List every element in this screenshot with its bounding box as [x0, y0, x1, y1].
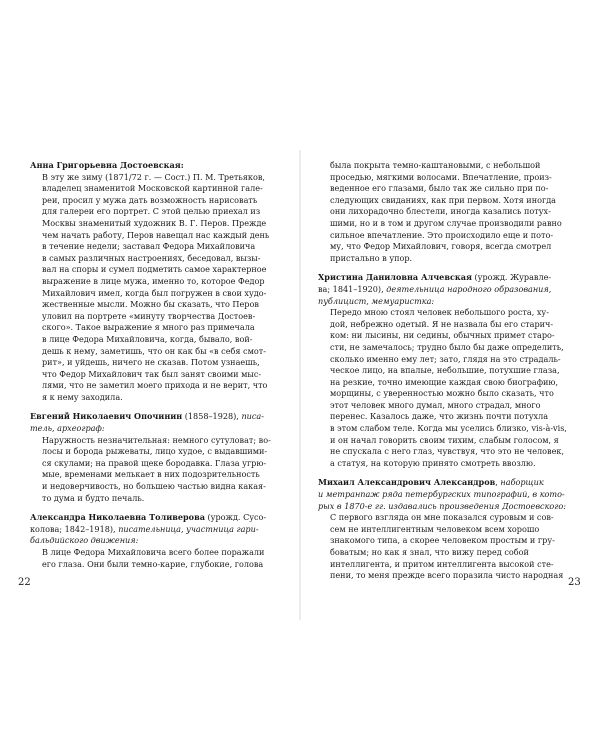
- right-page-text: [318, 160, 584, 582]
- text-line: дешь к нему, заметишь, что он как бы «в себя смот-: [42, 345, 266, 356]
- author-name: Анна Григорьевна Достоевская:: [30, 160, 184, 170]
- entry-quote: [318, 512, 584, 582]
- heading-line: [318, 284, 584, 296]
- text-line: С первого взгляда он мне показался суровым и сов-: [330, 512, 554, 523]
- text-line: рит», и уйдешь, ничего не сказав. Потом узнаешь,: [42, 357, 260, 368]
- heading-line: [318, 489, 584, 501]
- author-role: тель, археограф:: [30, 423, 105, 434]
- entry-quote: [318, 307, 584, 469]
- text-line: ского». Такое выражение я много раз примечала: [42, 322, 255, 333]
- heading-line: [30, 160, 305, 172]
- left-page: [30, 160, 305, 578]
- author-role: наборщик: [500, 477, 544, 488]
- text-line: его глаза. Они были темно-карие, глубокие, голова: [42, 558, 264, 569]
- heading-line: [30, 423, 305, 435]
- text-line: в самых различных настроениях, беседовал, вызы-: [42, 252, 261, 263]
- text-line: и он начал говорить своим тихим, слабым голосом, я: [330, 434, 559, 445]
- text-line: уловил на портрете «минуту творчества Достоев-: [42, 310, 256, 321]
- author-dates: (урожд. Сусо-: [204, 512, 267, 523]
- text-line: пени, то меня прежде всего поразила чисто народная: [330, 570, 564, 581]
- author-dates: (урожд. Журавле-: [471, 272, 552, 283]
- text-line: ся скулами; на правой щеке бородавка. Глаза угрю-: [42, 457, 267, 468]
- text-line: пристально в упор.: [330, 252, 413, 263]
- text-line: в течение недели; заставал Федора Михайловича: [42, 241, 256, 252]
- text-line: и недоверчивость, но большею частью видна какая-: [42, 481, 266, 492]
- author-role: публицист, мемуаристка:: [318, 295, 435, 306]
- text-line: для галереи его портрет. С этой целью приехал из: [42, 206, 261, 217]
- text-line: владелец знаменитой Московской картинной гале-: [42, 183, 263, 194]
- author-role: рых в 1870-е гг. издавались произведения Достоевского:: [318, 500, 566, 511]
- heading-line: [30, 535, 305, 547]
- text-line: дой, небрежно одетый. Я не назвала бы его старич-: [330, 318, 554, 329]
- text-line: а статуя, на которую принято смотреть ввозлю.: [330, 457, 536, 468]
- text-line: ческое лицо, на впалые, небольшие, потухшие глаза,: [330, 365, 560, 376]
- text-line: проседью, мягкими волосами. Впечатление, произ-: [330, 171, 552, 182]
- heading-line: [30, 512, 305, 524]
- text-line: следующих свиданиях, как при первом. Хотя иногда: [330, 194, 557, 205]
- author-name: Александра Николаевна Толиверова: [30, 512, 205, 523]
- text-line: этот человек много думал, много страдал, много: [330, 399, 541, 410]
- heading-line: [318, 477, 584, 489]
- text-line: Наружность незначительная: немного сутуловат; во-: [42, 434, 271, 445]
- memoir-entry: [318, 272, 584, 469]
- text-line: жественные мысли. Можно бы сказать, что Перов: [42, 299, 259, 310]
- entry-quote: [30, 435, 305, 505]
- text-line: чем начать работу, Перов навещал нас каждый день: [42, 229, 270, 240]
- text-line: Михайлович имел, когда был погружен в свои худо-: [42, 287, 267, 298]
- text-line: веденное его глазами, было так же сильно при по-: [330, 183, 549, 194]
- text-line: ком: ни лысины, ни седины, обычных примет старо-: [330, 330, 555, 341]
- heading-line: [30, 524, 305, 536]
- entry-author-heading: [30, 160, 305, 172]
- heading-line: [318, 296, 584, 308]
- text-line: не спускала с него глаз, чувствуя, что это не человек,: [330, 446, 565, 457]
- entry-author-heading: [30, 512, 305, 547]
- right-page: [318, 160, 584, 590]
- text-line: вал на споры и сумел подметить самое характерное: [42, 264, 267, 275]
- continuation-text: [318, 160, 584, 264]
- memoir-entry: [30, 411, 305, 504]
- text-line: на резкие, точно имеющие каждая свою биографию,: [330, 376, 559, 387]
- heading-line: [30, 411, 305, 423]
- page-number-left: 22: [18, 577, 31, 588]
- author-dates: (1858–1928),: [182, 411, 242, 422]
- text-line: интеллигента, и притом интеллигента высокой сте-: [330, 558, 554, 569]
- entry-quote: [30, 172, 305, 404]
- entry-author-heading: [318, 477, 584, 512]
- author-dates: ва; 1841–1920),: [318, 283, 387, 294]
- text-line: перенес. Казалось даже, что жизнь почти потухла: [330, 411, 549, 422]
- memoir-entry: [318, 477, 584, 581]
- text-line: сильное впечатление. Это происходило еще и пото-: [330, 229, 554, 240]
- author-name: Михаил Александрович Александров: [318, 477, 496, 488]
- text-line: му, что Федор Михайлович, говоря, всегда смотрел: [330, 241, 552, 252]
- author-role: бальдийского движения:: [30, 535, 139, 546]
- text-line: выражение в лице мужа, именно то, которое Федор: [42, 275, 265, 286]
- entry-author-heading: [30, 411, 305, 434]
- text-line: морщины, с уверенностью можно было сказать, что: [330, 388, 554, 399]
- text-line: шими, но и в том и другом случае производили равно: [330, 217, 562, 228]
- text-line: Передо мною стоял человек небольшого роста, ху-: [330, 307, 549, 318]
- author-dates: колова; 1842–1918),: [30, 523, 119, 534]
- text-line: то дума и будто печаль.: [42, 492, 145, 503]
- text-line: они лихорадочно блестели, иногда казались потух-: [330, 206, 551, 217]
- heading-line: [318, 501, 584, 513]
- memoir-entry: [30, 512, 305, 570]
- text-line: я к нему заходила.: [42, 391, 123, 402]
- author-name: Христина Даниловна Алчевская: [318, 272, 472, 283]
- author-role: писа-: [241, 411, 264, 422]
- author-name: Евгений Николаевич Опочинин: [30, 411, 183, 422]
- text-line: боватым; но как я знал, что вижу перед собой: [330, 547, 529, 557]
- text-line: лями, что не заметил моего прихода и не верит, что: [42, 380, 268, 391]
- page-number-right: 23: [568, 577, 581, 588]
- text-line: Москвы знаменитый художник В. Г. Перов. Прежде: [42, 217, 267, 228]
- author-role: писательница, участница гари-: [118, 523, 259, 534]
- memoir-entry: [30, 160, 305, 403]
- text-line: знакомого типа, а скорее человеком простым и гру-: [330, 535, 555, 546]
- text-line: что Федор Михайлович так был занят своими мыс-: [42, 368, 262, 379]
- text-line: сколько именно ему лет; зато, глядя на это страдаль-: [330, 353, 561, 364]
- text-line: сти, не замечалось; трудно было бы даже определить,: [330, 341, 564, 352]
- author-dates: ,: [495, 477, 501, 488]
- text-line: В эту же зиму (1871/72 г. — Сост.) П. М. Третьяков,: [42, 171, 265, 182]
- entry-quote: [30, 547, 305, 570]
- text-line: в лице Федора Михайловича, когда, бывало, вой-: [42, 333, 253, 344]
- entry-author-heading: [318, 272, 584, 307]
- heading-line: [318, 272, 584, 284]
- text-line: мые, временами мелькает в них подозрительность: [42, 469, 260, 480]
- text-line: реи, просил у мужа дать возможность нарисовать: [42, 194, 258, 205]
- text-line: была покрыта темно-каштановыми, с небольшой: [330, 160, 541, 170]
- author-role: и метранпаж ряда петербургских типографий, в кото-: [318, 489, 565, 500]
- text-line: сем не интеллигентным человеком всем хорошо: [330, 523, 540, 534]
- text-line: в этом слабом теле. Когда мы уселись близко, vis-à-vis,: [330, 423, 567, 434]
- text-line: лосы и борода рыжеваты, лицо худое, с выдавшими-: [42, 446, 268, 457]
- author-role: деятельница народного образования,: [386, 283, 552, 294]
- text-line: В лице Федора Михайловича всего более поражали: [42, 547, 265, 557]
- left-page-text: [30, 160, 305, 570]
